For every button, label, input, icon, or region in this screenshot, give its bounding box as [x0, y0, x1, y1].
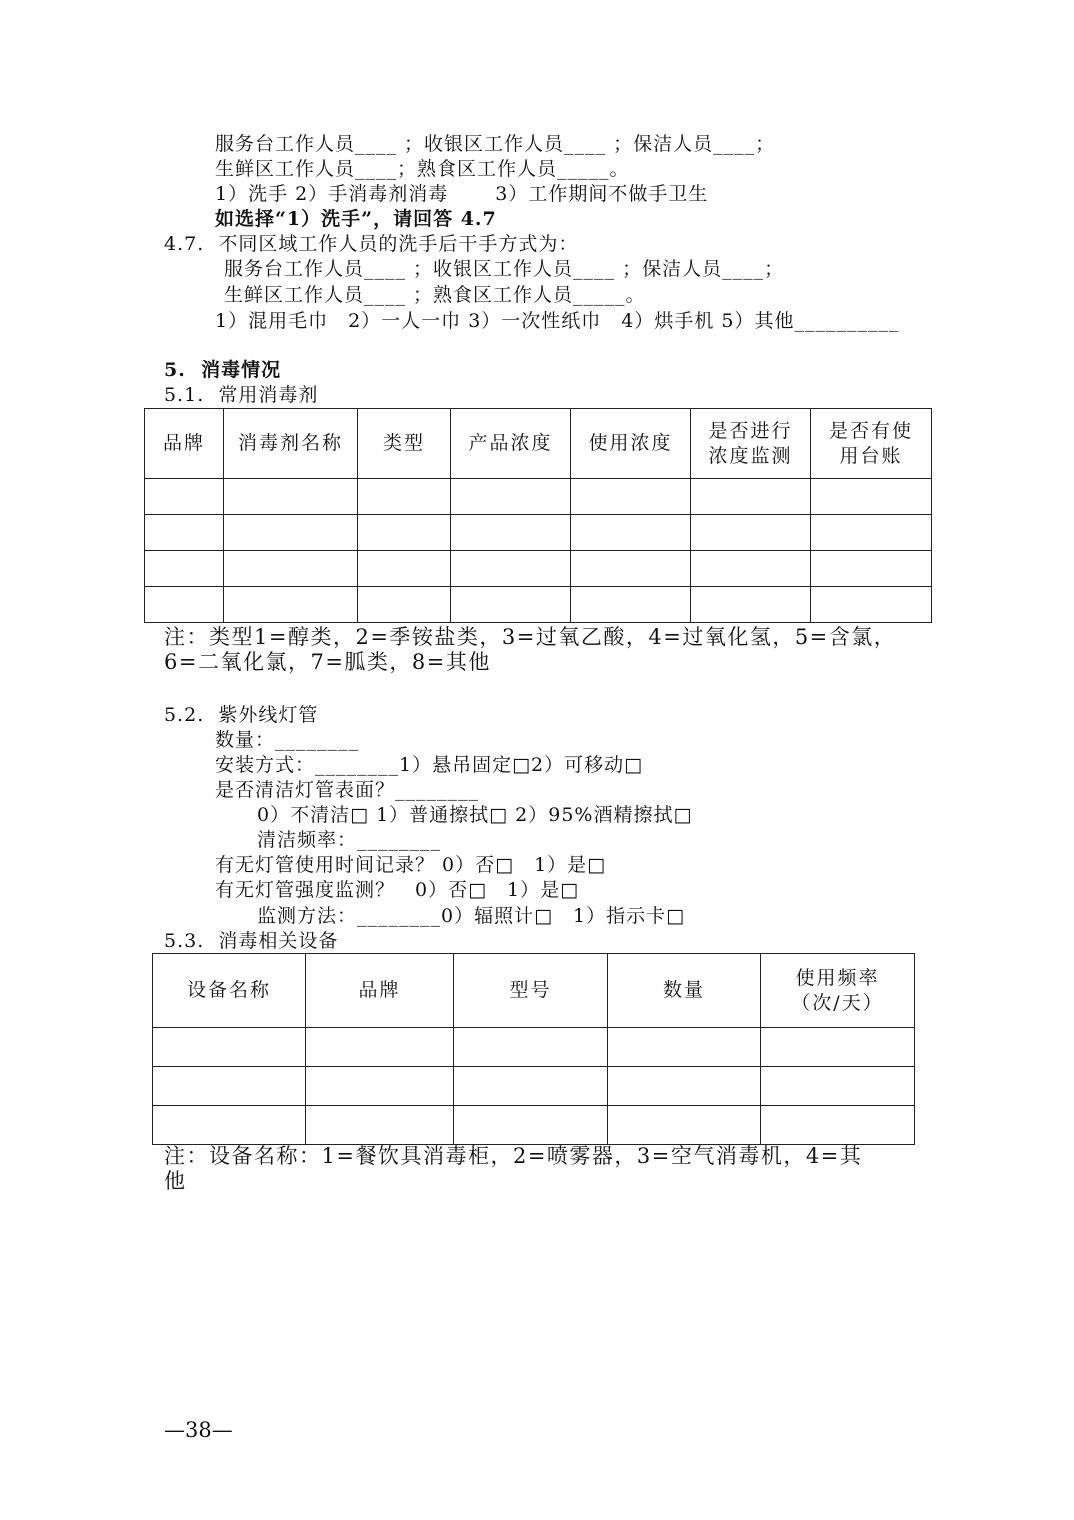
- table-header: 使用浓度: [571, 409, 691, 479]
- table-row: [153, 1106, 915, 1145]
- table-header: 型号: [454, 954, 608, 1028]
- table-header: 设备名称: [153, 954, 306, 1028]
- table-cell[interactable]: [451, 587, 571, 623]
- uv-line: 有无灯管使用时间记录？ 0）否□ 1）是□: [215, 854, 607, 876]
- table-cell[interactable]: [153, 1067, 306, 1106]
- table-cell[interactable]: [811, 587, 932, 623]
- table-cell[interactable]: [608, 1106, 761, 1145]
- table-cell[interactable]: [811, 551, 932, 587]
- table-cell[interactable]: [761, 1106, 915, 1145]
- disinfectant-table: [144, 408, 932, 623]
- table-header: 是否有使用台账: [811, 409, 932, 479]
- table-header: 品牌: [145, 409, 224, 479]
- uv-line: 是否清洁灯管表面？________: [215, 779, 480, 801]
- table-cell[interactable]: [224, 551, 358, 587]
- uv-line: 安装方式：________1）悬吊固定□2）可移动□: [215, 754, 644, 776]
- table-cell[interactable]: [306, 1028, 454, 1067]
- table-cell[interactable]: [306, 1067, 454, 1106]
- page-number: —38—: [164, 1418, 233, 1442]
- text-line: 服务台工作人员____ ；收银区工作人员____ ；保洁人员____；: [224, 258, 785, 280]
- table-cell[interactable]: [608, 1067, 761, 1106]
- table-cell[interactable]: [145, 515, 224, 551]
- table-cell[interactable]: [153, 1028, 306, 1067]
- text-line: 生鲜区工作人员____ ；熟食区工作人员_____。: [224, 284, 646, 306]
- table-row: [153, 1067, 915, 1106]
- table-cell[interactable]: [224, 479, 358, 515]
- table-row: [145, 479, 932, 515]
- uv-line: 清洁频率：________: [257, 829, 442, 851]
- table-header: 消毒剂名称: [224, 409, 358, 479]
- section-title: 5. 消毒情况: [164, 359, 282, 381]
- table-cell[interactable]: [358, 551, 451, 587]
- table-note: 注：类型1=醇类，2=季铵盐类，3=过氧乙酸，4=过氧化氢，5=含氯，: [164, 625, 897, 649]
- table-cell[interactable]: [761, 1067, 915, 1106]
- table-row: [145, 551, 932, 587]
- table-cell[interactable]: [451, 479, 571, 515]
- table-cell[interactable]: [691, 587, 811, 623]
- subsection-title: 5.2. 紫外线灯管: [164, 704, 319, 726]
- table-cell[interactable]: [306, 1106, 454, 1145]
- table-note: 注：设备名称：1=餐饮具消毒柜，2=喷雾器，3=空气消毒机，4=其: [164, 1144, 863, 1168]
- table-cell[interactable]: [691, 515, 811, 551]
- table-cell[interactable]: [224, 587, 358, 623]
- table-cell[interactable]: [451, 515, 571, 551]
- table-cell[interactable]: [571, 551, 691, 587]
- uv-line: 有无灯管强度监测？ 0）否□ 1）是□: [215, 879, 580, 901]
- table-header: 使用频率（次/天）: [761, 954, 915, 1028]
- table-cell[interactable]: [145, 479, 224, 515]
- table-cell[interactable]: [608, 1028, 761, 1067]
- table-cell[interactable]: [761, 1028, 915, 1067]
- table-cell[interactable]: [358, 515, 451, 551]
- table-cell[interactable]: [358, 587, 451, 623]
- table-cell[interactable]: [145, 551, 224, 587]
- table-cell[interactable]: [153, 1106, 306, 1145]
- text-line: 1）洗手 2）手消毒剂消毒 3）工作期间不做手卫生: [215, 183, 709, 205]
- table-header: 类型: [358, 409, 451, 479]
- table-cell[interactable]: [691, 479, 811, 515]
- table-note: 6=二氧化氯，7=胍类，8=其他: [164, 650, 491, 674]
- uv-line: 监测方法：________0）辐照计□ 1）指示卡□: [257, 905, 686, 927]
- question-4-7: 4.7. 不同区域工作人员的洗手后干手方式为：: [164, 233, 579, 255]
- table-cell[interactable]: [571, 479, 691, 515]
- table-header: 产品浓度: [451, 409, 571, 479]
- uv-line: 数量：________: [215, 729, 360, 751]
- table-cell[interactable]: [571, 587, 691, 623]
- table-cell[interactable]: [811, 515, 932, 551]
- table-cell[interactable]: [224, 515, 358, 551]
- table-note: 他: [164, 1169, 187, 1193]
- table-cell[interactable]: [691, 551, 811, 587]
- bold-instruction: 如选择“1）洗手”，请回答 4.7: [215, 208, 497, 230]
- table-cell[interactable]: [811, 479, 932, 515]
- text-line: 服务台工作人员____ ；收银区工作人员____ ；保洁人员____；: [215, 133, 776, 155]
- text-line: 生鲜区工作人员____；熟食区工作人员_____。: [215, 158, 630, 180]
- table-cell[interactable]: [454, 1028, 608, 1067]
- table-header: 数量: [608, 954, 761, 1028]
- table-header: 是否进行浓度监测: [691, 409, 811, 479]
- equipment-table: [152, 953, 915, 1145]
- table-cell[interactable]: [454, 1067, 608, 1106]
- table-cell[interactable]: [571, 515, 691, 551]
- table-row: [153, 1028, 915, 1067]
- table-row: [145, 587, 932, 623]
- table-cell[interactable]: [358, 479, 451, 515]
- uv-line: 0）不清洁□ 1）普通擦拭□ 2）95%酒精擦拭□: [257, 804, 693, 826]
- table-row: [145, 515, 932, 551]
- table-cell[interactable]: [145, 587, 224, 623]
- text-line: 1）混用毛巾 2）一人一巾 3）一次性纸巾 4）烘手机 5）其他__________: [215, 310, 900, 332]
- subsection-title: 5.3. 消毒相关设备: [164, 930, 339, 952]
- subsection-title: 5.1. 常用消毒剂: [164, 384, 319, 406]
- table-header: 品牌: [306, 954, 454, 1028]
- table-cell[interactable]: [451, 551, 571, 587]
- table-cell[interactable]: [454, 1106, 608, 1145]
